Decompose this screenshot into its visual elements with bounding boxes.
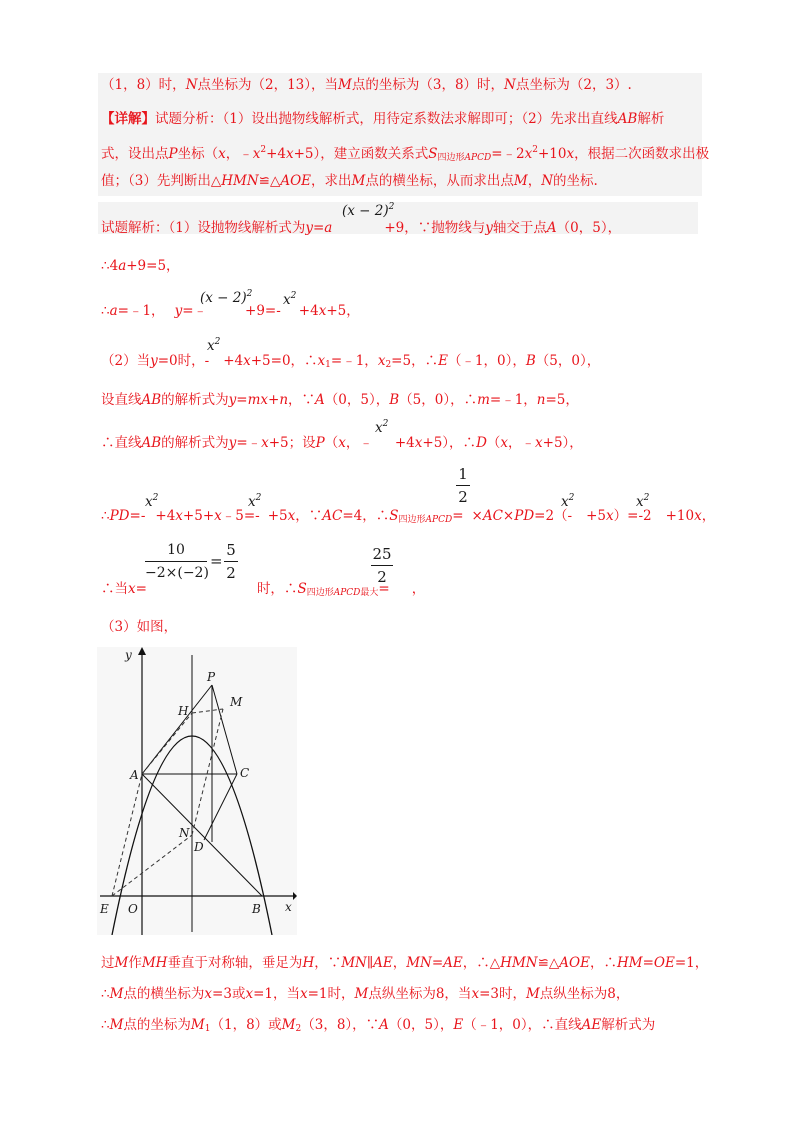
label-H: H	[178, 704, 189, 718]
formula-square-5: $(x - 2)^2$	[342, 202, 395, 219]
fraction-vertex-x: 10 −2×(−2)	[145, 542, 209, 581]
equals-sign: =	[210, 552, 223, 570]
fraction-max-area: 25 2	[372, 545, 392, 586]
label-E: E	[100, 902, 109, 916]
formula-square-7: $(x - 2)^2$	[200, 289, 253, 306]
text-line-16: ∴M点的坐标为$M_1(1$，8）或$M_2(3$，8），∵A（0，5），E（﹣1，0），∴直线AE解析式为	[101, 1017, 656, 1034]
text-line-4: 值；（3）先判断出△HMN≌△AOE，求出M点的横坐标，从而求出点M，N的坐标.	[101, 173, 598, 189]
figure-background	[97, 647, 297, 935]
text-line-10: ∴直线AB的解析式为y=﹣x+5；设P（x，﹣ +4x+5），∴D（x，﹣x+5），	[101, 435, 583, 451]
text-line-14: 过M作MH垂直于对称轴，垂足为H，∵MN∥AE，MN=AE，∴△HMN≌△AOE，∴HM=OE=1，	[101, 955, 709, 971]
text-line-5: 试题解析：（1）设抛物线解析式为y=a +9，∵抛物线与y轴交于点A（0，5），	[101, 220, 622, 236]
label-D: D	[194, 840, 204, 854]
text-line-1: （1，8）时，N点坐标为（2，13），当M点的坐标为（3，8）时，N点坐标为（2，3）.	[101, 77, 632, 93]
detail-label: 【详解】	[101, 111, 155, 127]
label-P: P	[207, 670, 216, 684]
label-C: C	[240, 766, 250, 780]
formula-xsq-11a: $x^2$	[145, 493, 159, 510]
text-line-6: ∴4a+9=5，	[101, 258, 180, 274]
label-M: M	[230, 695, 243, 709]
text-line-15: ∴M点的横坐标为x=3或x=1，当x=1时，M点纵坐标为8，当x=3时，M点纵坐标为8，	[101, 986, 630, 1002]
text-line-11: ∴PD=- +4x+5+x﹣5=- +5x，∵AC=4，$\therefore S_{四边形APCD}= \times AC\times PD=2(- +5x)=-2 +10x$，	[101, 508, 716, 525]
formula-xsq-11d: $x^2$	[636, 493, 650, 510]
text-line-3: 式，设出点P坐标（x，$﹣x^2+4x+5$），建立函数关系式$S_{四边形APCD}=﹣2x^2+10x$，根据二次函数求出极	[101, 145, 710, 163]
formula-xsq-11b: $x^2$	[248, 493, 262, 510]
label-O: O	[128, 902, 138, 916]
text-line-2: 【详解】试题分析：（1）设出抛物线解析式，用待定系数法求解即可；（2）先求出直线AB解析	[101, 111, 665, 127]
label-y: y	[125, 648, 132, 662]
label-A: A	[130, 768, 139, 782]
formula-xsq-8: $x^2$	[207, 337, 221, 354]
label-B: B	[252, 902, 261, 916]
formula-xsq-7: $x^2$	[283, 291, 297, 308]
text-line-9: 设直线AB的解析式为y=mx+n，∵A（0，5），B（5，0），∴m=﹣1，n=5，	[101, 392, 579, 408]
fraction-one-half: 1 2	[456, 465, 470, 506]
text-line-8: （2）当y=0时，- +4x+5=0，$\therefore x_1=﹣1$，$x_2=5$，∴E（﹣1，0），B（5，0），	[101, 353, 601, 370]
text-line-7: ∴a=﹣1， y=﹣ +9=- +4x+5，	[101, 303, 360, 319]
label-N: N	[179, 826, 190, 840]
text-line-12: ∴当x= 时，$\therefore S_{四边形APCD最大}=$ ，	[101, 581, 426, 598]
formula-xsq-10: $x^2$	[375, 419, 389, 436]
formula-xsq-11c: $x^2$	[561, 493, 575, 510]
label-x: x	[285, 900, 292, 914]
fraction-five-halves: 5 2	[224, 541, 238, 582]
text-line-13: （3）如图，	[101, 619, 178, 635]
parabola-figure	[97, 647, 297, 935]
